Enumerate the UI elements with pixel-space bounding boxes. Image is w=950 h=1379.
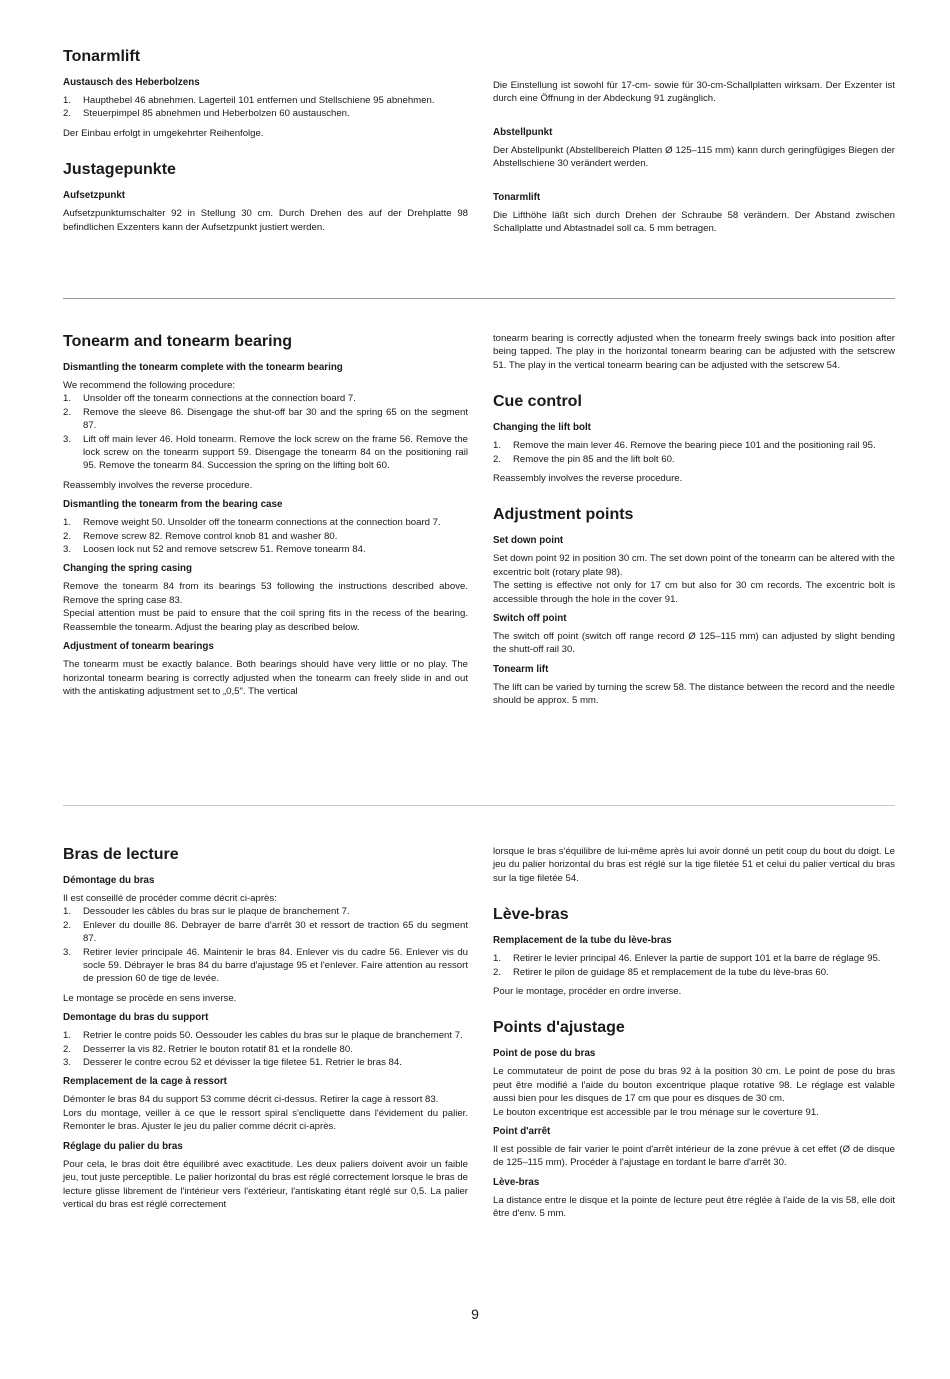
paragraph: Il est conseillé de procéder comme décrit ci-après:: [63, 893, 277, 904]
paragraph: Remove the tonearm 84 from its bearings 53 following the instructions described above. Remove the spring case 83.: [63, 581, 468, 606]
numbered-list: [493, 952, 895, 979]
numbered-list: [63, 905, 468, 985]
en-left-column: [63, 332, 468, 704]
paragraph: La distance entre le disque et la pointe de lecture peut être réglée à l'aide de la vis 58, elle doit être d'env. 5 mm.: [493, 1194, 895, 1220]
subsection-heading: Adjustment of tonearm bearings: [63, 641, 214, 653]
subsection-heading: Changing the lift bolt: [493, 422, 591, 434]
paragraph: Le montage se procède en sens inverse.: [63, 992, 237, 1004]
subsection-heading: Remplacement de la tube du lève-bras: [493, 935, 672, 947]
subsection-heading: Aufsetzpunkt: [63, 190, 126, 202]
paragraph: The lift can be varied by turning the screw 58. The distance between the record and the needle should be approx. 5 mm.: [493, 681, 895, 707]
subsection-heading: Dismantling the tonearm from the bearing case: [63, 499, 283, 511]
list-item: 3. Lift off main lever 46. Hold tonearm. Remove the lock screw on the frame 56. Remove the lock screw on the tonearm support 59. Disengage the tonearm 84 on the positioning rail 95. Remove the tonearm 84. Succession the spring on the lifting bolt 60.: [63, 433, 468, 472]
list-item: 3. Desserer le contre ecrou 52 et dévisser la tige filetee 51. Retrier le bras 84.: [63, 1057, 402, 1069]
subsection-heading: Demontage du bras du support: [63, 1012, 209, 1024]
paragraph: Die Einstellung ist sowohl für 17-cm- sowie für 30-cm-Schallplatten wirksam. Der Exzenter ist durch eine Öffnung in der Abdeckung 91 zugänglich.: [493, 80, 895, 105]
subsection-heading: Démontage du bras: [63, 875, 155, 886]
numbered-list: [63, 94, 468, 121]
paragraph: The setting is effective not only for 17 cm but also for 30 cm records. The excentric bolt is accessible through the hole in the cover 91.: [493, 580, 895, 605]
list-item: 1. Retrier le contre poids 50. Oessouder les cables du bras sur le plaque de branchement 7.: [63, 1030, 463, 1042]
paragraph: We recommend the following procedure:: [63, 380, 236, 391]
subsection-heading: Point d'arrêt: [493, 1126, 551, 1138]
list-item: 2. Enlever du douille 86. Debrayer de barre d'arrêt 30 et ressort de traction 65 du segment 87.: [63, 919, 468, 945]
subsection-heading: Austausch des Heberbolzens: [63, 77, 200, 88]
paragraph: Le bouton excentrique est accessible par le trou ménage sur le coverture 91.: [493, 1106, 819, 1118]
paragraph: Die Lifthöhe läßt sich durch Drehen der Schraube 58 verändern. Der Abstand zwischen Schallplatte und Abtastnadel soll ca. 5 mm betragen.: [493, 209, 895, 235]
paragraph: Der Abstellpunkt (Abstellbereich Platten Ø 125–115 mm) kann durch geringfügiges Biegen der Abstellschiene 30 verändert werden.: [493, 144, 895, 170]
en-right-column: [493, 332, 895, 714]
list-item: 1. Dessouder les câbles du bras sur le plaque de branchement 7.: [63, 906, 350, 918]
numbered-list: [63, 392, 468, 472]
paragraph: Set down point 92 in position 30 cm. The set down point of the tonearm can be altered with the excentric bolt (rotary plate 98).: [493, 553, 895, 578]
subsection-heading: Lève-bras: [493, 1176, 540, 1188]
section-title: Justagepunkte: [63, 161, 176, 179]
list-item: 3. Loosen lock nut 52 and remove setscrew 51. Remove tonearm 84.: [63, 544, 366, 556]
paragraph: tonearm bearing is correctly adjusted when the tonearm freely swings back into position after being tapped. The play in the horizontal tonearm bearing can be adjusted with the setscrew 51. The play in the vertical tonearm bearing can be adjusted with the setscrew 54.: [493, 333, 895, 371]
subsection-heading: Réglage du palier du bras: [63, 1140, 183, 1152]
subsection-heading: Tonearm lift: [493, 663, 549, 675]
subsection-heading: Abstellpunkt: [493, 126, 553, 138]
paragraph: Aufsetzpunktumschalter 92 in Stellung 30 cm. Durch Drehen des auf der Drehplatte 98 befindlichen Exzenters kann der Aufsetzpunkt justiert werden.: [63, 208, 468, 233]
paragraph: Reassembly involves the reverse procedure.: [63, 479, 253, 491]
paragraph: The switch off point (switch off range record Ø 125–115 mm) can adjusted by slight bending the shutt-off rail 30.: [493, 631, 895, 656]
section-title: Tonarmlift: [63, 48, 141, 65]
paragraph: Pour cela, le bras doit être équilibré avec exactitude. Les deux paliers doivent avoir un faible jeu, tout juste perceptible. Le palier horizontal du bras est réglé correctement lorsque le bras de lecture glisse librement de l'intérieur vers l'extérieur, l'antiskating étant réglé sur 0,5. La palier vertical du bras est réglé correctement: [63, 1158, 468, 1210]
paragraph: The tonearm must be exactly balance. Both bearings should have very little or no play. The horizontal tonearm bearing is correctly adjusted when the tonearm can freely slide in and out with the antiskating adjustment set to „0,5". The vertical: [63, 659, 468, 697]
paragraph: Le commutateur de point de pose du bras 92 à la position 30 cm. Le point de pose du bras peut être modifié a l'aide du bouton excentrique plaque rotative 98. Le réglage est valable aussi bien pour les disques de 17 cm que pour es disques de 30 cm.: [493, 1066, 895, 1105]
subsection-heading: Switch off point: [493, 613, 567, 625]
de-right-column: [493, 79, 895, 241]
section-title: Tonearm and tonearm bearing: [63, 333, 293, 350]
list-item: 2. Retirer le pilon de guidage 85 et remplacement de la tube du lève-bras 60.: [493, 966, 829, 978]
section-title: Bras de lecture: [63, 846, 179, 863]
subsection-heading: Dismantling the tonearm complete with the tonearm bearing: [63, 362, 343, 373]
list-item: 1. Unsolder off the tonearm connections at the connection board 7.: [63, 393, 356, 405]
section-title: Cue control: [493, 393, 582, 411]
subsection-heading: Set down point: [493, 535, 564, 547]
section-title: Lève-bras: [493, 906, 569, 924]
numbered-list: [63, 1029, 468, 1069]
de-left-column: [63, 47, 468, 240]
subsection-heading: Remplacement de la cage à ressort: [63, 1076, 227, 1088]
subsection-heading: Tonarmlift: [493, 191, 541, 203]
paragraph: Special attention must be paid to ensure that the coil spring fits in the recess of the bearing. Reassemble the tonearm. Adjust the bearing play as described below.: [63, 608, 468, 633]
list-item: 2. Remove the pin 85 and the lift bolt 60.: [493, 453, 675, 465]
list-item: 1. Remove weight 50. Unsolder off the tonearm connections at the connection board 7.: [63, 517, 441, 529]
section-title: Adjustment points: [493, 506, 634, 524]
subsection-heading: Changing the spring casing: [63, 563, 193, 575]
page-number: 9: [471, 1306, 479, 1322]
list-item: 2. Desserrer la vis 82. Retrier le bouton rotatif 81 et la rondelle 80.: [63, 1043, 353, 1055]
paragraph: Il est possible de fair varier le point d'arrêt intérieur de la zone prévue à cet effet (Ø de disque de 125–115 mm). Procéder à l'ajustage en tordant le barre d'arrêt 30.: [493, 1144, 895, 1169]
paragraph: lorsque le bras s'équilibre de lui-même après lui avoir donné un petit coup du bout du doigt. Le jeu du palier horizontal du bras est réglé sur la tige filetée 51 et celui du palier vertical du bras sur la tige filetée 54.: [493, 846, 895, 884]
list-item: 1. Remove the main lever 46. Remove the bearing piece 101 and the positioning rail 95.: [493, 440, 876, 452]
numbered-list: [493, 439, 895, 466]
fr-left-column: [63, 845, 468, 1217]
paragraph: Démonter le bras 84 du support 53 comme décrit ci-dessus. Retirer la cage à ressort 83.: [63, 1094, 439, 1106]
list-item: 1. Haupthebel 46 abnehmen. Lagerteil 101 entfernen und Stellschiene 95 abnehmen.: [63, 95, 435, 106]
paragraph: Der Einbau erfolgt in umgekehrter Reihenfolge.: [63, 127, 264, 139]
list-item: 2. Remove the sleeve 86. Disengage the shut-off bar 30 and the spring 65 on the segment 87.: [63, 406, 468, 432]
paragraph: Lors du montage, veiller à ce que le ressort spiral s'encliquette dans l'évidement du palier. Remonter le bras. Ajuster le jeu du palier comme décrit ci-après.: [63, 1107, 468, 1133]
subsection-heading: Point de pose du bras: [493, 1048, 596, 1060]
list-item: 2. Remove screw 82. Remove control knob 81 and washer 80.: [63, 530, 338, 542]
numbered-list: [63, 516, 468, 556]
list-item: 1. Retirer le levier principal 46. Enlever la partie de support 101 et la barre de réglage 95.: [493, 953, 881, 965]
fr-right-column: [493, 845, 895, 1227]
section-title: Points d'ajustage: [493, 1019, 625, 1037]
list-item: 2. Steuerpimpel 85 abnehmen und Heberbolzen 60 austauschen.: [63, 108, 350, 120]
paragraph: Reassembly involves the reverse procedure.: [493, 473, 683, 485]
list-item: 3. Retirer levier principale 46. Maintenir le bras 84. Enlever vis du cadre 56. Enlever vis du socle 59. Débrayer le bras 84 du barre d'ajustage 95 et l'enlever. Faire attention au ressort de pression 60 de tige de levée.: [63, 946, 468, 985]
paragraph: Pour le montage, procéder en ordre inverse.: [493, 986, 682, 998]
section-divider: [63, 805, 895, 806]
section-divider: [63, 298, 895, 299]
